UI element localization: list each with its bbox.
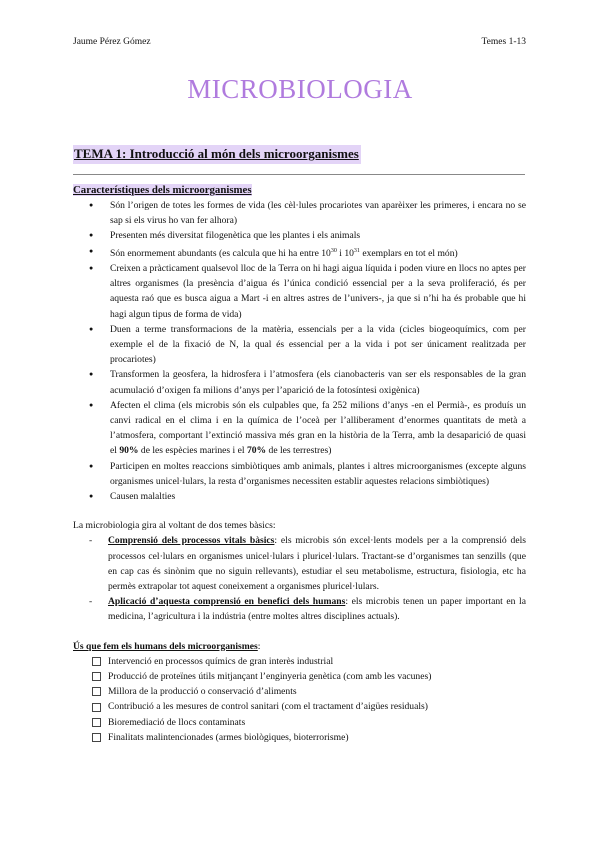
checkbox-icon	[92, 703, 101, 712]
list-item: - Aplicació d’aquesta comprensió en benefici dels humans: els microbis tenen un paper important en la medicina, l’agricultura i la indústria (entre moltes altres disciplines actuals).	[108, 594, 526, 624]
divider	[73, 174, 525, 175]
checklist-item: Millora de la producció o conservació d’aliments	[92, 684, 526, 699]
checklist-item: Bioremediació de llocs contaminats	[92, 715, 526, 730]
themes-list	[73, 533, 526, 624]
document-title: MICROBIOLOGIA	[187, 74, 413, 104]
checklist-item: Finalitats malintencionades (armes biològiques, bioterrorisme)	[92, 730, 526, 745]
checkbox-icon	[92, 672, 101, 681]
list-item: ● Transformen la geosfera, la hidrosfera i l’atmosfera (els cianobacteris van ser els responsables de la gran acumulació d’oxigen fa milions d’anys per l’aparició de la fotosíntesi oxigènica)	[110, 367, 526, 397]
list-item: ● Participen en moltes reaccions simbiòtiques amb animals, plantes i altres microorganismes (excepte alguns organismes unicel·lulars, la resta d’organismes necessiten establir aquestes relacions simbiòtiques)	[110, 459, 526, 489]
list-item: - Comprensió dels processos vitals bàsics: els microbis són excel·lents models per a la comprensió dels processos cel·lulars en organismes unicel·lulars i pluricel·lulars. Tractant-se d’organismes tan senzills (que en cap cas és sinònim que no siguin rellevants), estudiar el seu metabolisme, estructura, fisiologia, etc ha permès extrapolar tot aquest coneixement a organismes pluricel·lulars.	[108, 533, 526, 594]
intro-paragraph: La microbiologia gira al voltant de dos temes bàsics:	[73, 520, 276, 532]
list-item: ● Són enormement abundants (es calcula que hi ha entre $10^{30}$ i $10^{31}$ exemplars en tot el món)	[110, 244, 526, 261]
list-item: ● Causen malalties	[110, 489, 526, 504]
list-item: ● Afecten el clima (els microbis són els culpables que, fa 252 milions d’anys -en el Permià-, es produís un canvi radical en el clima i en la química de l’oceà per l’alliberament d’enormes quantitats de metà a l’atmosfera, comportant l’extinció massiva més gran en la història de la Terra, amb la desaparició de quasi el 90% de les espècies marines i el 70% de les terrestres)	[110, 398, 526, 459]
checkbox-icon	[92, 733, 101, 742]
document-body	[73, 183, 526, 745]
checklist-item: Contribució a les mesures de control sanitari (com el tractament d’aigües residuals)	[92, 699, 526, 714]
checklist-item: Intervenció en processos químics de gran interès industrial	[92, 654, 526, 669]
header-author: Jaume Pérez Gómez	[73, 37, 151, 47]
list-item: ● Creixen a pràcticament qualsevol lloc de la Terra on hi hagi aigua líquida i poden viure en llocs no aptes per altres organismes (la presència d’aigua és l’única condició essencial per a la seva proliferació, és per aquesta raó que es busca aigua a Mart -i en altres astres de l’univers-, ja que si n’hi ha és probable que hi hagi algun tipus de forma de vida)	[110, 261, 526, 322]
checkbox-icon	[92, 718, 101, 727]
list-item: ● Duen a terme transformacions de la matèria, essencials per a la vida (cicles biogeoquímics, com per exemple el de la fixació de N, la qual és essencial per a la vida i pot ser únicament realitzada per procariotes)	[110, 322, 526, 368]
section-heading-uses: Ús que fem els humans dels microorganismes:	[73, 640, 261, 652]
checklist-item: Producció de proteïnes útils mitjançant l’enginyeria genètica (com amb les vacunes)	[92, 669, 526, 684]
uses-checklist	[73, 654, 526, 745]
list-item: ● Presenten més diversitat filogenètica que les plantes i els animals	[110, 228, 526, 243]
list-item: ● Són l’origen de totes les formes de vida (les cèl·lules procariotes van aparèixer les primeres, i encara no se sap si els virus ho van fer alhora)	[110, 198, 526, 228]
tema-heading: TEMA 1: Introducció al món dels microorganismes	[73, 145, 361, 164]
header-topics: Temes 1-13	[481, 37, 526, 47]
checkbox-icon	[92, 657, 101, 666]
section-heading-characteristics: Característiques dels microorganismes	[73, 184, 252, 196]
checkbox-icon	[92, 687, 101, 696]
characteristics-list	[73, 198, 526, 504]
